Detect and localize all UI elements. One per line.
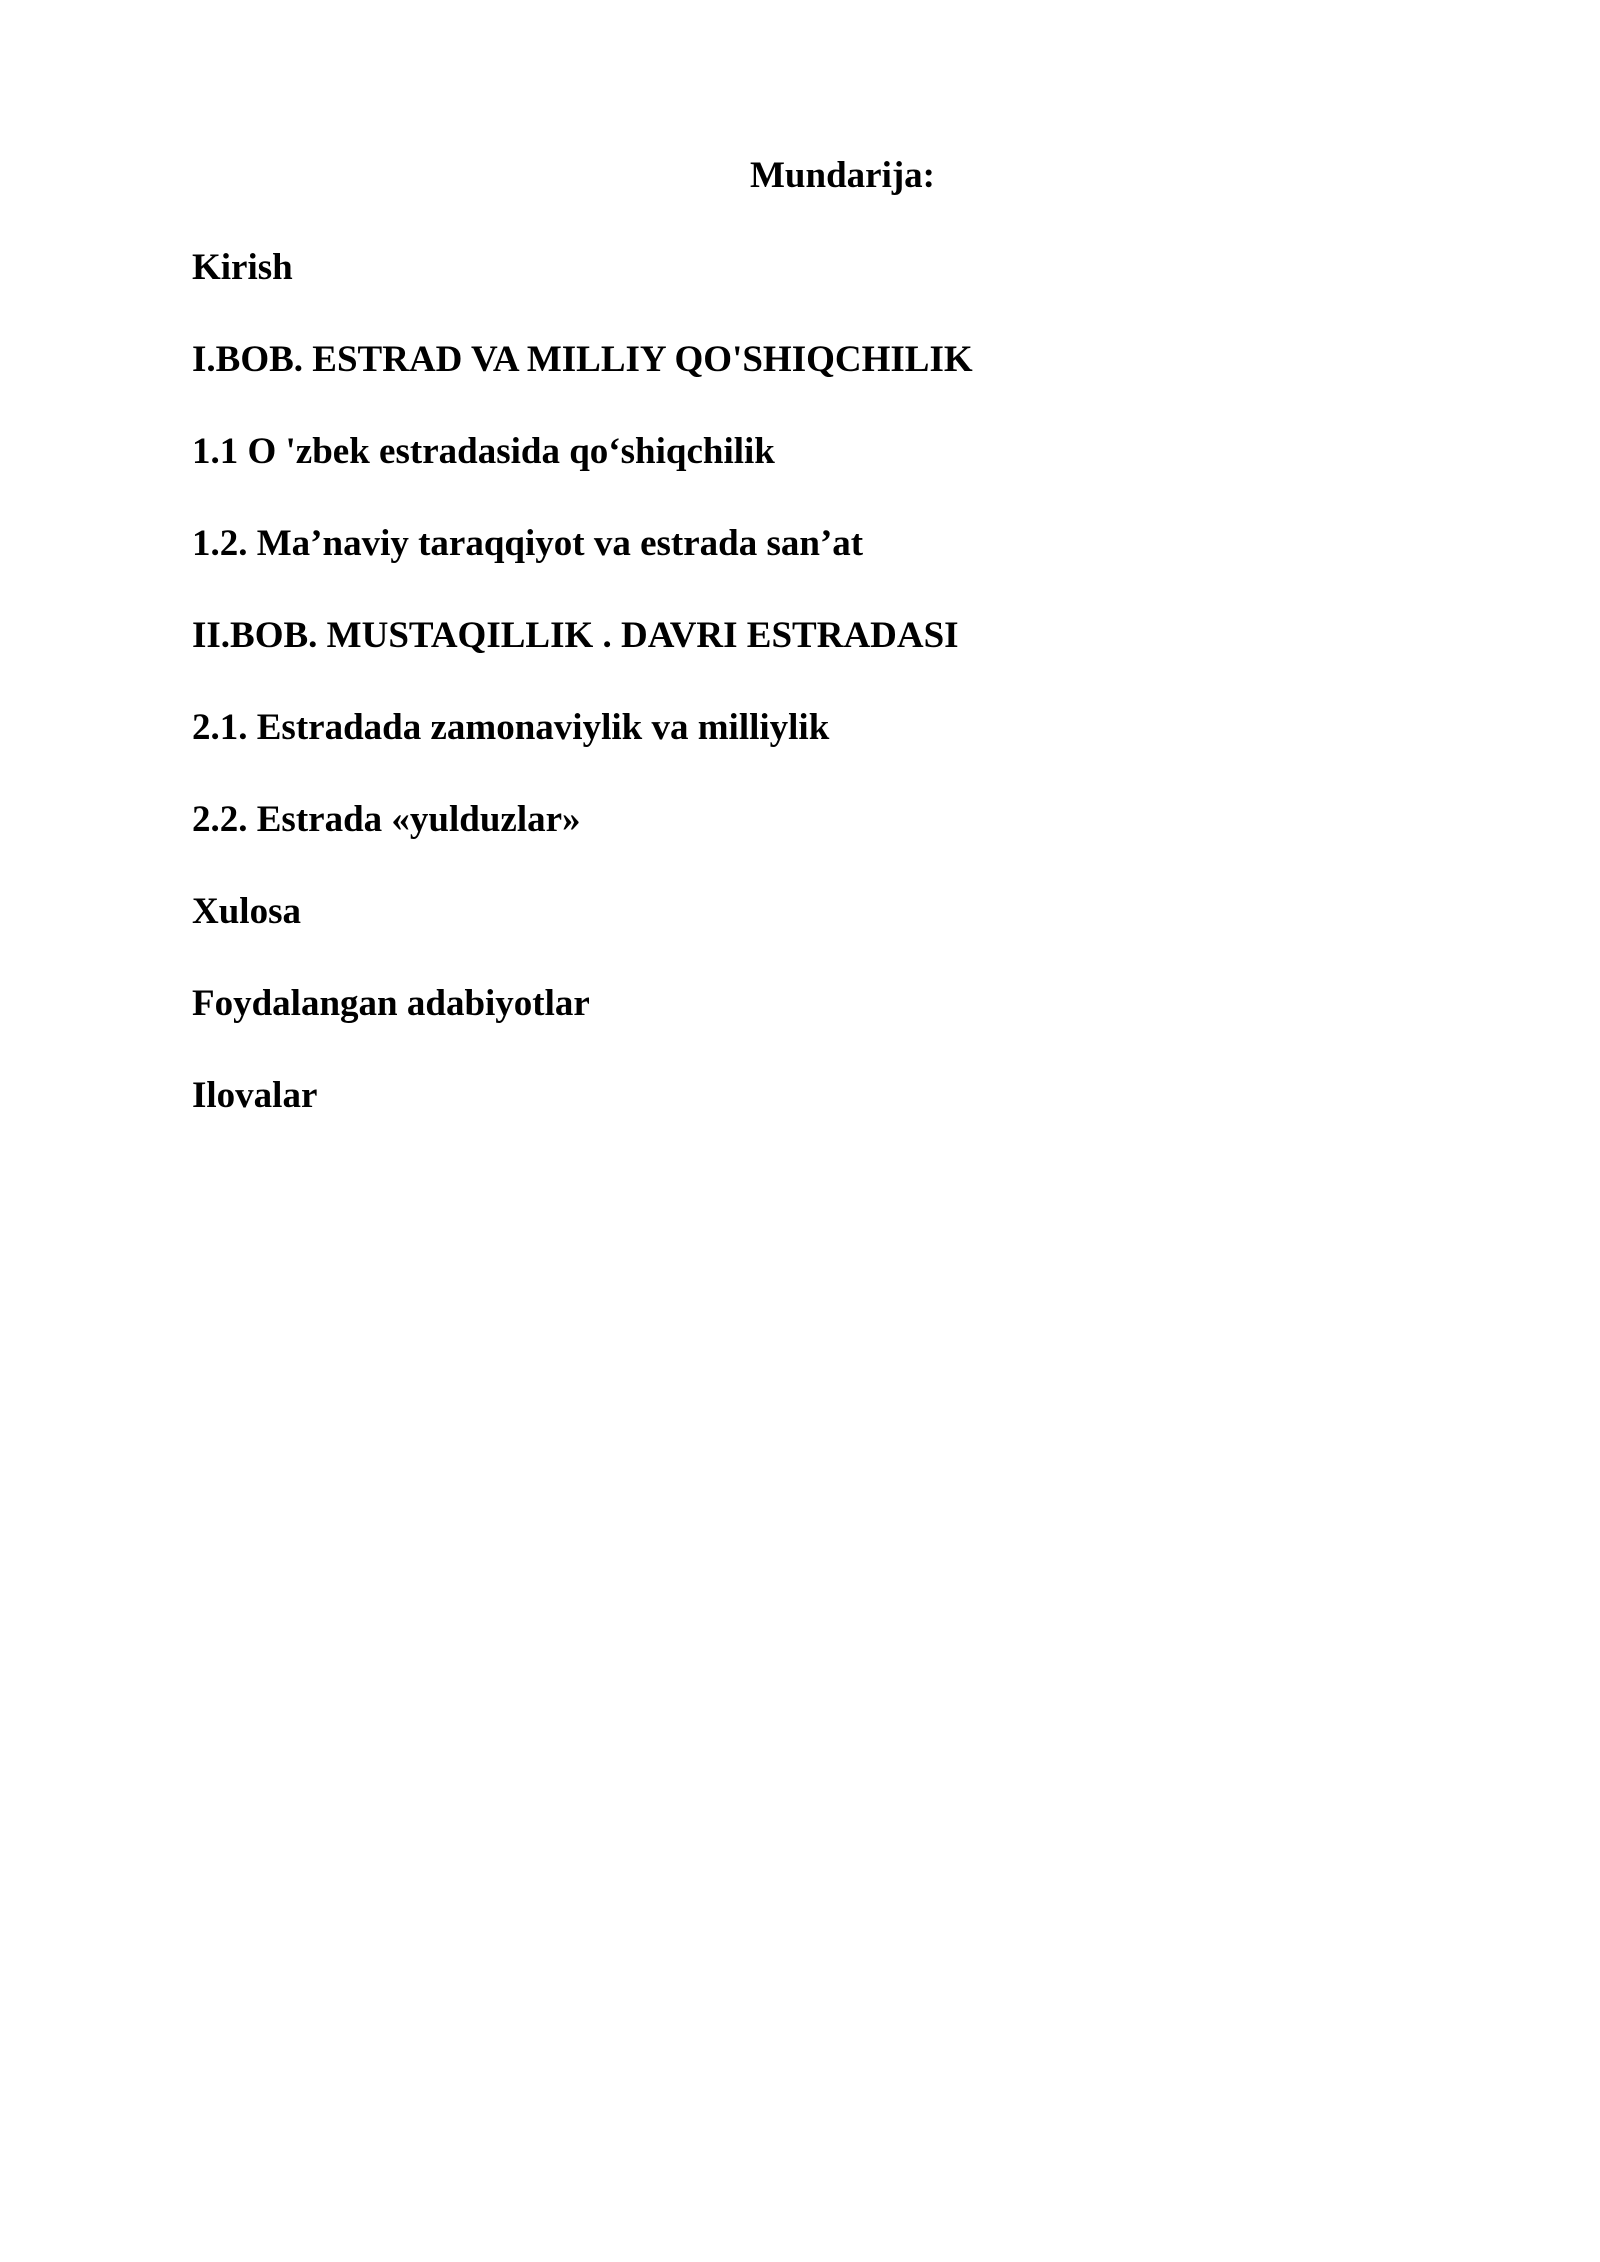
- toc-item-chapter-2: II.BOB. MUSTAQILLIK . DAVRI ESTRADASI: [192, 615, 959, 656]
- toc-item-kirish: Kirish: [192, 247, 293, 288]
- toc-item-section-2-2: 2.2. Estrada «yulduzlar»: [192, 799, 581, 840]
- toc-item-chapter-1: I.BOB. ESTRAD VA MILLIY QO'SHIQCHILIK: [192, 339, 973, 380]
- toc-item-section-1-2: 1.2. Ma’naviy taraqqiyot va estrada san’at: [192, 523, 864, 564]
- toc-item-section-2-1: 2.1. Estradada zamonaviylik va milliylik: [192, 707, 830, 748]
- toc-item-ilovalar: Ilovalar: [192, 1075, 318, 1116]
- toc-list: [192, 242, 973, 1162]
- toc-item-xulosa: Xulosa: [192, 891, 301, 932]
- toc-item-section-1-1: 1.1 O 'zbek estradasida qo‘shiqchilik: [192, 431, 775, 472]
- toc-item-adabiyotlar: Foydalangan adabiyotlar: [192, 983, 590, 1024]
- toc-title: Mundarija:: [750, 155, 935, 196]
